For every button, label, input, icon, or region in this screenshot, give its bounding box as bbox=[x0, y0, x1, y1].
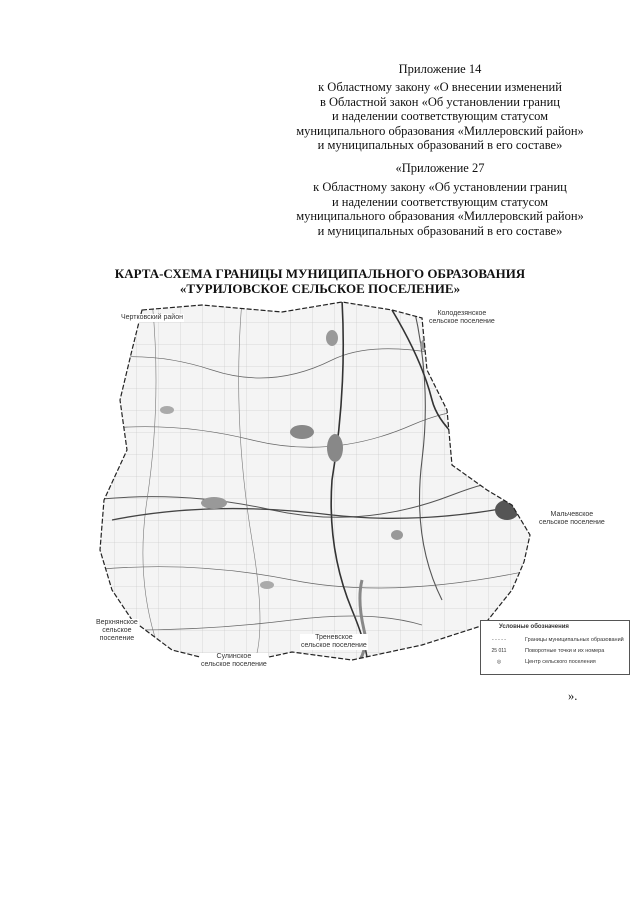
map-settlement bbox=[260, 581, 274, 589]
map-title bbox=[0, 266, 640, 296]
map-settlement bbox=[160, 406, 174, 414]
map-legend bbox=[480, 620, 630, 675]
appendix27-line: к Областному закону «Об установлении границ bbox=[313, 180, 567, 194]
appendix14-title: Приложение 14 bbox=[398, 62, 482, 76]
settlement-map bbox=[92, 300, 532, 680]
appendix14-line: и муниципальных образований в его составе» bbox=[317, 138, 563, 152]
legend-item-text: Центр сельского поселения bbox=[525, 659, 596, 665]
label-line: сельское поселение bbox=[429, 318, 495, 325]
label-line: сельское поселение bbox=[301, 642, 367, 649]
appendix14-line: и наделении соответствующим статусом bbox=[331, 109, 549, 123]
label-line: Сулинское bbox=[216, 653, 252, 660]
appendix27-line: и муниципальных образований в его составе» bbox=[317, 223, 563, 238]
label-line: сельское bbox=[102, 627, 132, 634]
legend-item-text: Поворотные точки и их номера bbox=[525, 648, 605, 654]
label-line: Верхнянское bbox=[96, 619, 138, 626]
label-line: Мальчевское bbox=[550, 511, 594, 518]
settlement-center-icon: ◎ bbox=[496, 659, 502, 665]
map-title-line: КАРТА-СХЕМА ГРАНИЦЫ МУНИЦИПАЛЬНОГО ОБРАЗОВАНИЯ bbox=[114, 266, 526, 281]
label-verhnee-settlement bbox=[95, 619, 139, 643]
map-settlement bbox=[326, 330, 338, 346]
label-line: Треневское bbox=[315, 634, 353, 641]
label-line: сельское поселение bbox=[201, 661, 267, 668]
map-settlement bbox=[290, 425, 314, 439]
appendix14-line: в Областной закон «Об установлении границ bbox=[319, 94, 560, 109]
map-settlement bbox=[391, 530, 403, 540]
label-chertkovsky-district: Чертковский район bbox=[121, 314, 183, 321]
map-title-line: «ТУРИЛОВСКОЕ СЕЛЬСКОЕ ПОСЕЛЕНИЕ» bbox=[179, 281, 461, 296]
closing-quote: ». bbox=[568, 689, 578, 703]
appendix27-text bbox=[270, 180, 610, 238]
label-line: поселение bbox=[99, 635, 135, 642]
appendix27-title: «Приложение 27 bbox=[395, 161, 485, 175]
map-settlement bbox=[201, 497, 227, 509]
legend-title: Условные обозначения bbox=[499, 624, 569, 630]
label-sulinskoe-settlement bbox=[200, 653, 268, 669]
label-treneevskoe-settlement bbox=[300, 634, 368, 650]
boundary-line-icon: - - - - - bbox=[492, 637, 506, 643]
map-settlement bbox=[420, 338, 440, 352]
appendix27-line: муниципального образования «Миллеровский район» bbox=[296, 209, 584, 223]
legend-item bbox=[485, 637, 627, 645]
legend-item bbox=[485, 648, 627, 656]
label-malchevskoe-settlement bbox=[538, 511, 606, 527]
appendix14-line: к Областному закону «О внесении изменений bbox=[318, 80, 562, 94]
label-line: Колодезянское bbox=[437, 310, 487, 317]
legend-item-text: Границы муниципальных образований bbox=[525, 637, 624, 643]
turning-point-icon: 25 011 bbox=[491, 648, 507, 654]
appendix14-line: муниципального образования «Миллеровский район» bbox=[296, 123, 584, 138]
legend-item bbox=[485, 659, 627, 667]
label-kolodeznoe-settlement bbox=[428, 310, 496, 326]
label-line: сельское поселение bbox=[539, 519, 605, 526]
appendix14-text bbox=[270, 80, 610, 153]
map-settlement bbox=[327, 434, 343, 462]
map-body bbox=[92, 300, 532, 680]
appendix27-line: и наделении соответствующим статусом bbox=[331, 194, 549, 209]
